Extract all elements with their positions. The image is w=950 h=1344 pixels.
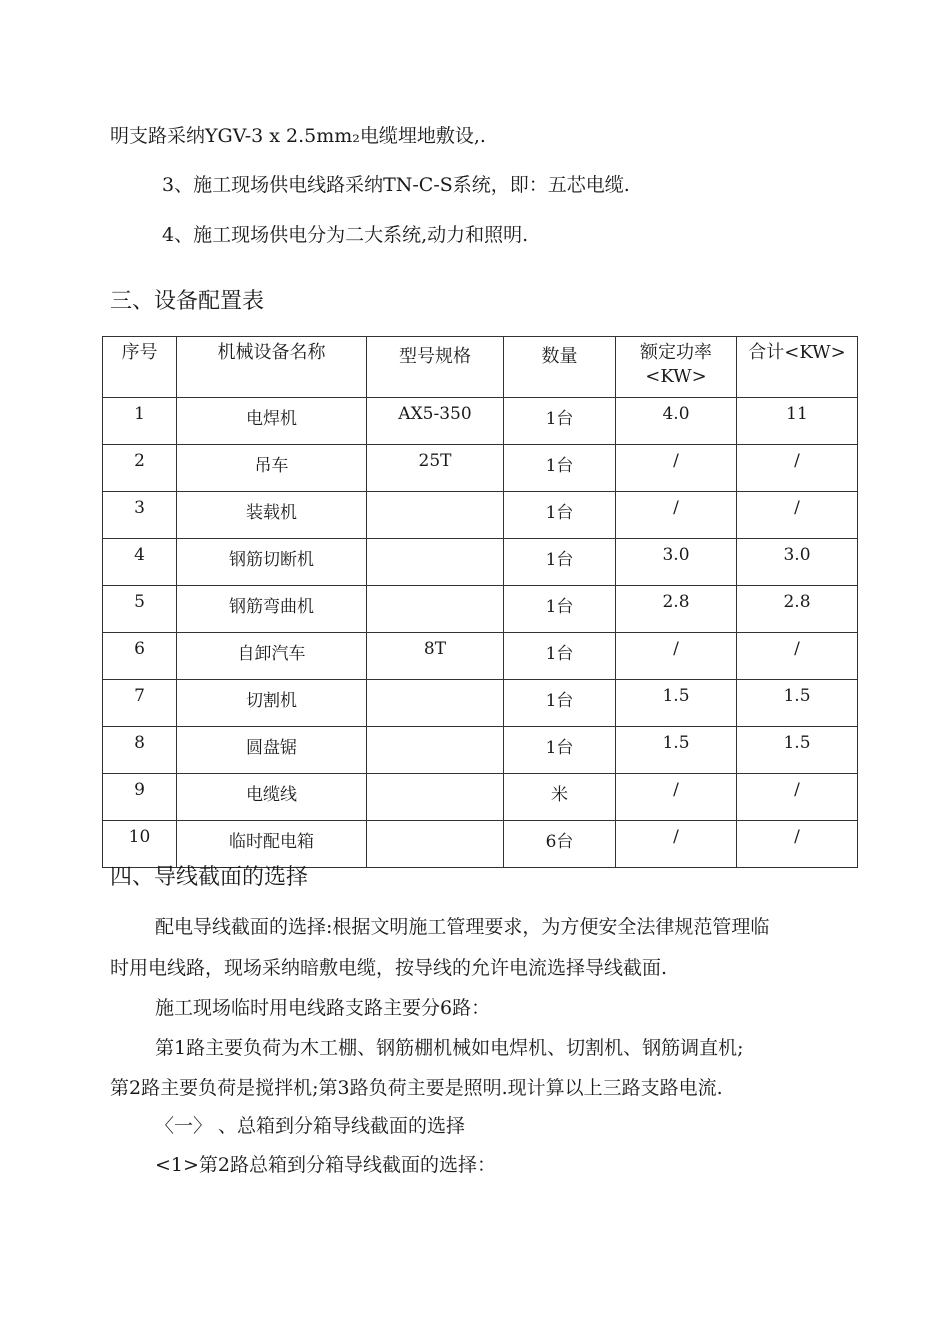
para-line-6: 〈一〉 、总箱到分箱导线截面的选择 bbox=[155, 1115, 466, 1137]
cell-index: 4 bbox=[103, 539, 177, 586]
cell-index: 2 bbox=[103, 445, 177, 492]
cell-qty: 1台 bbox=[504, 633, 616, 680]
cell-qty: 1台 bbox=[504, 539, 616, 586]
cell-total: / bbox=[737, 445, 858, 492]
equipment-table bbox=[102, 336, 858, 868]
cell-qty: 1台 bbox=[504, 586, 616, 633]
cell-total: 3.0 bbox=[737, 539, 858, 586]
para-line-3: 施工现场临时用电线路支路主要分6路： bbox=[155, 997, 491, 1019]
cell-qty: 1台 bbox=[504, 492, 616, 539]
cell-power: / bbox=[616, 821, 737, 868]
cell-model: AX5-350 bbox=[367, 398, 504, 445]
cell-power: 2.8 bbox=[616, 586, 737, 633]
cell-total: / bbox=[737, 774, 858, 821]
cell-index: 9 bbox=[103, 774, 177, 821]
cell-power: 1.5 bbox=[616, 727, 737, 774]
cell-power: / bbox=[616, 445, 737, 492]
cell-power: 3.0 bbox=[616, 539, 737, 586]
cell-model: 8T bbox=[367, 633, 504, 680]
table-row bbox=[103, 727, 858, 774]
cell-model bbox=[367, 539, 504, 586]
table-row bbox=[103, 774, 858, 821]
cell-model bbox=[367, 727, 504, 774]
table-row bbox=[103, 398, 858, 445]
cell-model bbox=[367, 774, 504, 821]
cell-name: 钢筋切断机 bbox=[177, 539, 367, 586]
table-row bbox=[103, 821, 858, 868]
table-row bbox=[103, 680, 858, 727]
para-line-5: 第2路主要负荷是搅拌机;第3路负荷主要是照明.现计算以上三路支路电流. bbox=[110, 1077, 723, 1099]
cell-model: 25T bbox=[367, 445, 504, 492]
cell-qty: 米 bbox=[504, 774, 616, 821]
header-model: 型号规格 bbox=[367, 337, 504, 398]
cell-qty: 1台 bbox=[504, 445, 616, 492]
cell-total: 11 bbox=[737, 398, 858, 445]
intro-line-3: 4、施工现场供电分为二大系统,动力和照明. bbox=[162, 224, 529, 246]
table-row bbox=[103, 633, 858, 680]
intro-line-2: 3、施工现场供电线路采纳TN-C-S系统，即：五芯电缆. bbox=[162, 174, 630, 196]
cell-name: 装载机 bbox=[177, 492, 367, 539]
cell-index: 6 bbox=[103, 633, 177, 680]
table-row bbox=[103, 586, 858, 633]
cell-total: 1.5 bbox=[737, 680, 858, 727]
section3-title: 三、设备配置表 bbox=[110, 289, 265, 314]
cell-total: 2.8 bbox=[737, 586, 858, 633]
cell-power: 4.0 bbox=[616, 398, 737, 445]
cell-name: 临时配电箱 bbox=[177, 821, 367, 868]
cell-qty: 1台 bbox=[504, 680, 616, 727]
header-name: 机械设备名称 bbox=[177, 337, 367, 398]
cell-total: 1.5 bbox=[737, 727, 858, 774]
cell-name: 电焊机 bbox=[177, 398, 367, 445]
cell-name: 自卸汽车 bbox=[177, 633, 367, 680]
cell-index: 5 bbox=[103, 586, 177, 633]
cell-model bbox=[367, 680, 504, 727]
header-total: 合计<KW> bbox=[737, 337, 858, 398]
table-header-row bbox=[103, 337, 858, 398]
header-power: 额定功率 <KW> bbox=[616, 337, 737, 398]
para-line-1: 配电导线截面的选择:根据文明施工管理要求，为方便安全法律规范管理临 bbox=[155, 916, 770, 938]
cell-total: / bbox=[737, 492, 858, 539]
section4-title: 四、导线截面的选择 bbox=[110, 865, 309, 890]
cell-name: 圆盘锯 bbox=[177, 727, 367, 774]
cell-model bbox=[367, 492, 504, 539]
para-line-7: <1>第2路总箱到分箱导线截面的选择： bbox=[155, 1154, 497, 1176]
cell-name: 切割机 bbox=[177, 680, 367, 727]
cell-index: 1 bbox=[103, 398, 177, 445]
cell-qty: 1台 bbox=[504, 727, 616, 774]
cell-index: 8 bbox=[103, 727, 177, 774]
cell-total: / bbox=[737, 633, 858, 680]
cell-name: 吊车 bbox=[177, 445, 367, 492]
cell-name: 电缆线 bbox=[177, 774, 367, 821]
cell-model bbox=[367, 821, 504, 868]
cell-total: / bbox=[737, 821, 858, 868]
table-row bbox=[103, 539, 858, 586]
cell-index: 7 bbox=[103, 680, 177, 727]
intro-line-1: 明支路采纳YGV-3 x 2.5mm₂电缆埋地敷设,. bbox=[110, 125, 486, 147]
cell-power: / bbox=[616, 633, 737, 680]
cell-power: / bbox=[616, 774, 737, 821]
cell-index: 3 bbox=[103, 492, 177, 539]
cell-qty: 1台 bbox=[504, 398, 616, 445]
table-row bbox=[103, 445, 858, 492]
table-row bbox=[103, 492, 858, 539]
cell-qty: 6台 bbox=[504, 821, 616, 868]
cell-name: 钢筋弯曲机 bbox=[177, 586, 367, 633]
cell-power: 1.5 bbox=[616, 680, 737, 727]
cell-power: / bbox=[616, 492, 737, 539]
para-line-2: 时用电线路，现场采纳暗敷电缆，按导线的允许电流选择导线截面. bbox=[110, 957, 668, 979]
para-line-4: 第1路主要负荷为木工棚、钢筋棚机械如电焊机、切割机、钢筋调直机; bbox=[155, 1037, 744, 1059]
header-qty: 数量 bbox=[504, 337, 616, 398]
cell-index: 10 bbox=[103, 821, 177, 868]
header-index: 序号 bbox=[103, 337, 177, 398]
cell-model bbox=[367, 586, 504, 633]
